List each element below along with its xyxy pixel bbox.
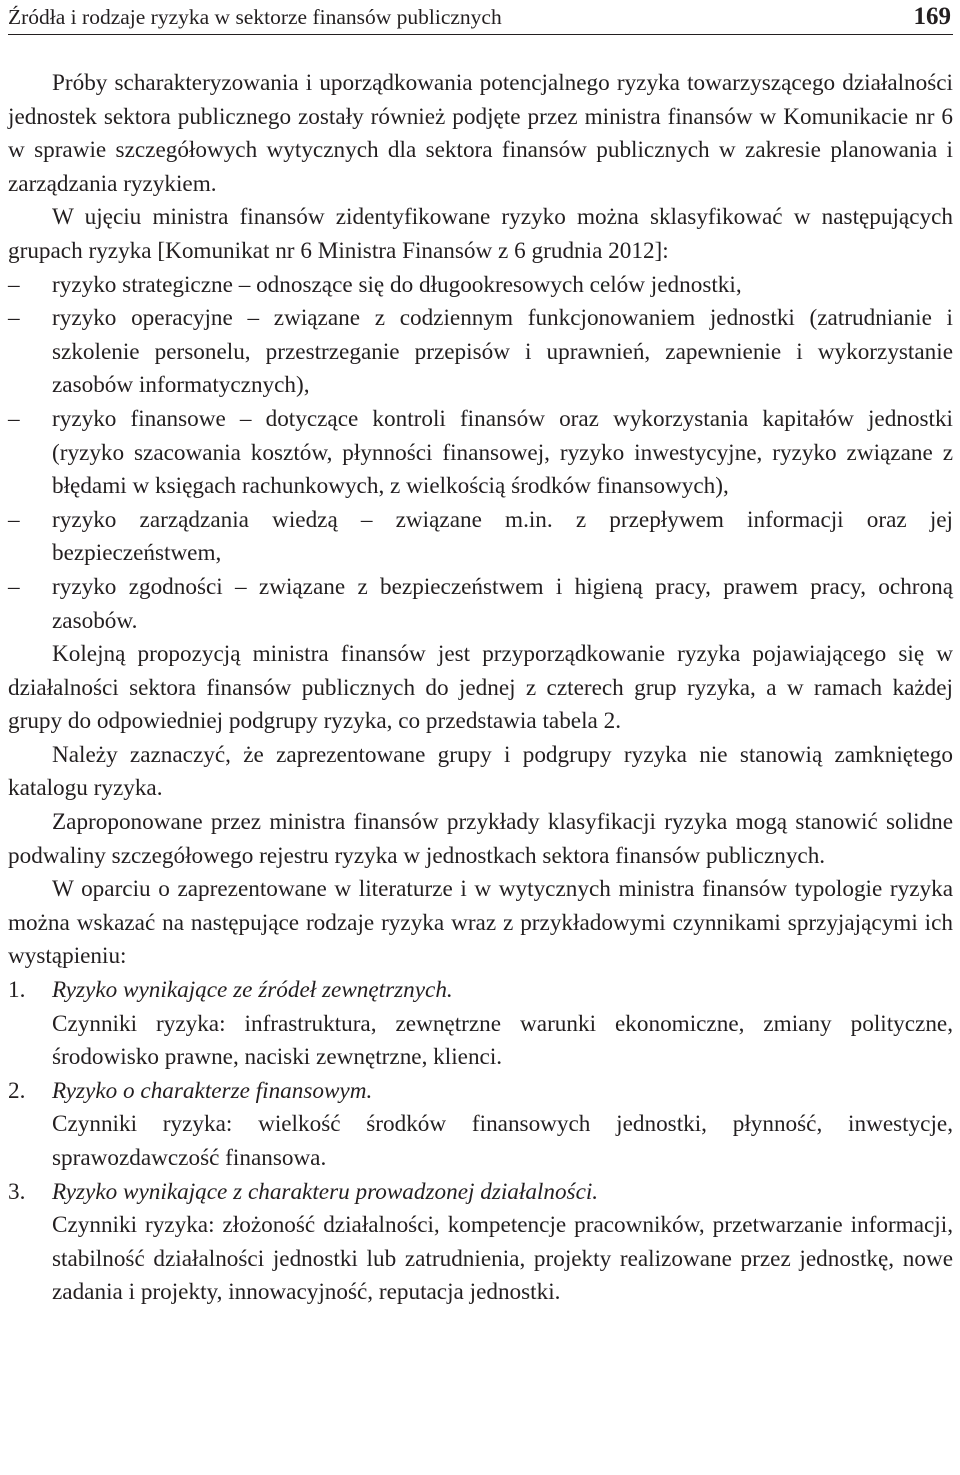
list-item-text: ryzyko finansowe – dotyczące kontroli finansów oraz wykorzystania kapitałów jednostki (ryzyko szacowania kosztów, płynności finansowej, ryzyko inwestycyjne, ryzyko związane z błędami w księgach rachunkowych, z wielkością środków finansowych), — [52, 405, 953, 500]
paragraph-3: Kolejną propozycją ministra finansów jest przyporządkowanie ryzyka pojawiającego się w działalności sektora finansów publicznych do jednej z czterech grup ryzyka, a w ramach każdej grupy do odpowiedniej podgrupy ryzyka, co przedstawia tabela 2. — [8, 641, 953, 735]
paragraph-4: Należy zaznaczyć, że zaprezentowane grupy i podgrupy ryzyka nie stanowią zamkniętego katalogu ryzyka. — [8, 741, 953, 802]
item-heading: Ryzyko o charakterze finansowym. — [52, 1077, 373, 1104]
paragraph-5: Zaproponowane przez ministra finansów przykłady klasyfikacji ryzyka mogą stanowić solidne podwaliny szczegółowego rejestru ryzyka w jednostkach sektora finansów publicznych. — [8, 809, 953, 869]
page-number: 169 — [913, 3, 951, 30]
item-number: 2. — [8, 1077, 26, 1104]
numbered-item — [8, 974, 953, 1075]
paragraph-2: W ujęciu ministra finansów zidentyfikowane ryzyko można sklasyfikować w następujących grupach ryzyka [Komunikat nr 6 Ministra Finansów z 6 grudnia 2012]: — [8, 204, 953, 264]
running-header — [8, 0, 953, 35]
dash-marker: – — [8, 506, 20, 533]
item-heading: Ryzyko wynikające ze źródeł zewnętrznych. — [52, 977, 453, 1004]
list-item — [8, 504, 953, 571]
list-item-text: ryzyko operacyjne – związane z codziennym funkcjonowaniem jednostki (zatrudnianie i szkolenie personelu, przestrzeganie przepisów i uprawnień, zapewnienie i wykorzystanie zasobów informatycznych), — [52, 305, 953, 399]
list-item — [8, 571, 953, 638]
list-item-text: ryzyko zgodności – związane z bezpieczeństwem i higieną pracy, prawem pracy, ochroną zasobów. — [52, 573, 953, 634]
page-body — [8, 35, 953, 1310]
risk-type-list — [8, 974, 953, 1310]
risk-group-list — [8, 269, 953, 639]
item-description: Czynniki ryzyka: złożoność działalności, kompetencje pracowników, przetwarzanie informacji, stabilność działalności jednostki lub zatrudnienia, projekty realizowane przez jednostkę, nowe zadania i projekty, innowacyjność, reputacja jednostki. — [52, 1212, 953, 1306]
paragraph-1: Próby scharakteryzowania i uporządkowania potencjalnego ryzyka towarzyszącego działalności jednostek sektora publicznego zostały również podjęte przez ministra finansów w Komunikacie nr 6 w sprawie szczegółowych wytycznych dla sektora finansów publicznych w zakresie planowania i zarządzania ryzykiem. — [8, 70, 953, 197]
dash-marker: – — [8, 573, 20, 600]
list-item — [8, 302, 953, 403]
item-number: 3. — [8, 1178, 26, 1205]
chapter-title: Źródła i rodzaje ryzyka w sektorze finansów publicznych — [8, 5, 502, 29]
list-item — [8, 403, 953, 504]
item-description: Czynniki ryzyka: infrastruktura, zewnętrzne warunki ekonomiczne, zmiany polityczne, środowisko prawne, naciski zewnętrzne, klienci. — [52, 1010, 953, 1071]
list-item-text: ryzyko zarządzania wiedzą – związane m.in. z przepływem informacji oraz jej bezpieczeństwem, — [52, 506, 953, 567]
item-number: 1. — [8, 977, 26, 1004]
numbered-item — [8, 1176, 953, 1310]
list-item — [8, 269, 953, 303]
list-item-text: ryzyko strategiczne – odnoszące się do długookresowych celów jednostki, — [52, 271, 742, 298]
item-heading: Ryzyko wynikające z charakteru prowadzonej działalności. — [52, 1178, 599, 1205]
numbered-item — [8, 1075, 953, 1176]
dash-marker: – — [8, 271, 20, 298]
paragraph-6: W oparciu o zaprezentowane w literaturze i w wytycznych ministra finansów typologie ryzyka można wskazać na następujące rodzaje ryzyka wraz z przykładowymi czynnikami sprzyjającymi ich wystąpieniu: — [8, 876, 953, 970]
dash-marker: – — [8, 405, 20, 432]
item-description: Czynniki ryzyka: wielkość środków finansowych jednostki, płynność, inwestycje, sprawozdawczość finansowa. — [52, 1111, 953, 1171]
dash-marker: – — [8, 305, 20, 332]
